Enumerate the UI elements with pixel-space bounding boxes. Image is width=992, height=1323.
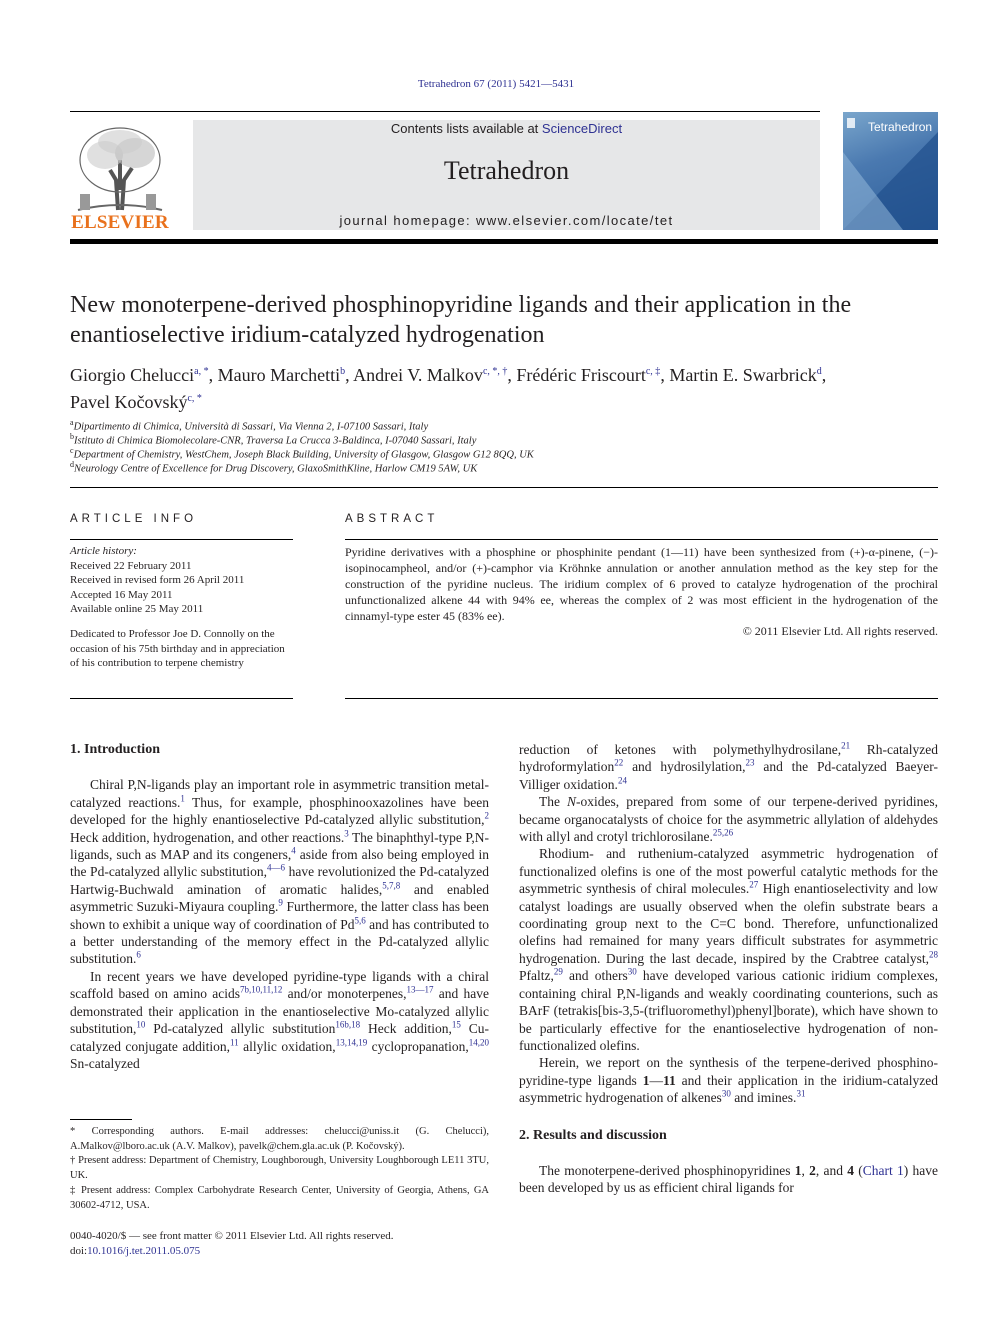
author-sup[interactable]: b [340,366,346,377]
abstract-rule [345,539,938,540]
author-sup[interactable]: c, *, † [482,366,508,377]
article-history [70,544,293,617]
abstract-bottom-rule [345,698,938,699]
author-list [70,360,938,414]
footnote-corresponding: * Corresponding authors. E-mail addresses: chelucci@uniss.it (G. Chelucci), A.Malkov@lboro.ac.uk (A.V. Malkov), pavelk@chem.gla.ac.uk (P. Kočovský). [70,1126,489,1152]
body-paragraph: The monoterpene-derived phosphinopyridines 1, 2, and 4 (Chart 1) have been developed by us as efficient chiral ligands for [519,1162,939,1196]
author-name: Mauro Marchetti [217,365,341,385]
author-sup[interactable]: c, * [187,393,202,404]
affiliation-key: c [70,446,74,455]
author-sup[interactable]: a, * [194,366,209,377]
article-info-heading: ARTICLE INFO [70,513,198,525]
sciencedirect-link[interactable]: ScienceDirect [541,121,623,136]
affiliation-key: a [70,418,74,427]
affiliation-key: b [70,432,74,441]
journal-homepage[interactable]: journal homepage: www.elsevier.com/locate/tet [339,213,674,228]
author-name: Pavel Kočovský [70,392,188,412]
history-received: Received 22 February 2011 [70,559,192,572]
affiliation-d [70,458,477,477]
history-revised: Received in revised form 26 April 2011 [70,574,245,586]
history-label: Article history: [70,545,137,557]
journal-title: Tetrahedron [443,156,570,185]
author-name: Andrei V. Malkov [353,365,483,385]
author-sup[interactable]: d [816,366,822,377]
author-sep: , [660,365,670,385]
chart-1-link[interactable]: Chart 1 [862,1162,904,1178]
author-name: Martin E. Swarbrick [669,365,817,385]
history-accepted: Accepted 16 May 2011 [70,588,173,601]
affiliation-text: Neurology Centre of Excellence for Drug Discovery, GlaxoSmithKline, Harlow CM19 5AW, UK [74,463,478,475]
doi-link[interactable]: 10.1016/j.tet.2011.05.075 [87,1244,201,1257]
author-name: Giorgio Chelucci [70,365,195,385]
journal-citation[interactable]: Tetrahedron 67 (2011) 5421—5431 [417,78,575,90]
body-column-left [70,741,489,1072]
body-column-right [519,741,938,1197]
affiliation-text: Istituto di Chimica Biomolecolare-CNR, Traversa La Crucca 3-Baldinca, I-07040 Sassari, Italy [74,435,477,447]
article-info-bottom-rule [70,698,293,699]
affiliation-key: d [70,460,74,469]
history-online: Available online 25 May 2011 [70,603,204,615]
front-matter [70,1229,394,1258]
issn-line: 0040-4020/$ — see front matter © 2011 Elsevier Ltd. All rights reserved. [70,1230,394,1242]
author-sup[interactable]: c, ‡ [645,366,661,377]
doi-prefix: doi: [70,1244,88,1257]
author-name: Frédéric Friscourt [516,365,646,385]
author-sep: , [345,365,354,385]
abstract-text: Pyridine derivatives with a phosphine or phosphinite pendant (1—11) have been synthesized from (+)-α-pinene, (−)-isopinocampheol, and/or (+)-camphor via Kröhnke annulation or another annulation method as the key step for the construction of the pyridine nucleus. The iridium complex of 6 proved to catalyze hydrogenation of the prochiral unfunctionalized alkene 44 with 94% ee, whereas the complex of 2 was most efficient in the hydrogenation of the cinnamyl-type ester 45 (83% ee). [345,545,938,623]
intro-heading: 1. Introduction [70,742,160,757]
contents-line [193,121,820,136]
header-rule [70,111,820,112]
contents-prefix: Contents lists available at [390,121,542,136]
article-info-rule [70,539,293,540]
footnote-rule [70,1119,132,1120]
affiliation-rule [70,487,938,488]
publisher-wordmark: ELSEVIER [71,212,169,233]
cover-title: Tetrahedron [868,120,933,134]
paper-title: New monoterpene-derived phosphinopyridine ligands and their application in the enantioselective iridium-catalyzed hydrogenation [70,292,852,348]
abstract-copyright: © 2011 Elsevier Ltd. All rights reserved. [742,624,938,638]
author-sep: , [507,365,517,385]
affiliation-text: Department of Chemistry, WestChem, Joseph Black Building, University of Glasgow, Glasgow G12 8QQ, UK [73,449,534,461]
body-paragraph: reduction of ketones with polymethylhydrosilane,$^{21}$ Rh-catalyzed hydroformylation$^{22}$ and hydrosilylation,$^{23}$ and the Pd-catalyzed Baeyer-Villiger oxidation.$^{24}$ [519,740,938,792]
results-heading: 2. Results and discussion [519,1127,667,1143]
footnote-dagger: † Present address: Department of Chemistry, Loughborough, University Loughborough LE11 3TU, UK. [70,1155,489,1181]
body-paragraph: Rhodium- and ruthenium-catalyzed asymmetric hydrogenation of functionalized olefins is one of the most powerful catalytic methods for the asymmetric synthesis of chiral molecules.$^{27}$ High enantioselectivity and low catalyst loadings are usually observed when the olefin substrate bears a coordinating group next to the C=C bond. Therefore, unfunctionalized olefins had remained for many years difficult substrates for asymmetric hydrogenation. During the last decade, inspired by the Crabtree catalyst,$^{28}$ Pfaltz,$^{29}$ and others$^{30}$ have developed various cationic iridium complexes, containing chiral P,N-ligands and weakly coordinating counterions, such as BArF (tetrakis[bis-3,5-(trifluoromethyl)phenyl]borate), which have shown to be particularly effective for the enantioselective hydrogenation of non-functionalized olefins. [519,846,938,1053]
body-paragraph: The N-oxides, prepared from some of our terpene-derived pyridines, became organocatalysts of choice for the asymmetric allylation of aldehydes with allyl and crotyl trichlorosilane.$^{25,26}$ [519,794,938,845]
author-sep: , [208,365,218,385]
abstract-heading: ABSTRACT [345,513,439,525]
body-paragraph: Herein, we report on the synthesis of the terpene-derived phosphino-pyridine-type ligands 1—11 and their application in the iridium-catalyzed asymmetric hydrogenation of alkenes$^{30}$ and imines.$^{31}$ [519,1055,938,1106]
header-thick-rule [70,239,938,244]
body-paragraph: Chiral P,N-ligands play an important role in asymmetric transition metal-catalyzed reactions.$^1$ Thus, for example, phosphinooxazolines have been developed for the highly enantioselective Pd-catalyzed allylic substitution,$^2$ Heck addition, hydrogenation, and other reactions.$^3$ The binaphthyl-type P,N-ligands, such as MAP and its congeners,$^4$ aside from also being employed in the Pd-catalyzed allylic substitution,$^{4—6}$ have revolutionized the Pd-catalyzed Hartwig-Buchwald amination of aromatic halides,$^{5,7,8}$ and enabled asymmetric Suzuki-Miyaura coupling.$^9$ Furthermore, the latter class has been shown to exhibit a unique way of coordination of Pd$^{5,6}$ and has contributed to a better understanding of the memory effect in the Pd-catalyzed allylic substitution.$^6$ [70,777,490,967]
dedication: Dedicated to Professor Joe D. Connolly on the occasion of his 75th birthday and in appreciation of his contribution to terpene chemistry [70,628,285,669]
affiliation-text: Dipartimento di Chimica, Università di Sassari, Via Vienna 2, I-07100 Sassari, Italy [73,421,429,433]
body-paragraph: In recent years we have developed pyridine-type ligands with a chiral scaffold based on amino acids$^{7b,10,11,12}$ and/or monoterpenes,$^{13—17}$ and have demonstrated their application in the enantioselective Mo-catalyzed allylic substitution,$^{10}$ Pd-catalyzed allylic substitution$^{16b,18}$ Heck addition,$^{15}$ Cu-catalyzed conjugate addition,$^{11}$ allylic oxidation,$^{13,14,19}$ cyclopropanation,$^{14,20}$ Sn-catalyzed [70,968,489,1071]
footnote-ddagger: ‡ Present address: Complex Carbohydrate Research Center, University of Georgia, Athens, GA 30602-4712, USA. [70,1185,489,1211]
author-sep: , [821,365,827,385]
